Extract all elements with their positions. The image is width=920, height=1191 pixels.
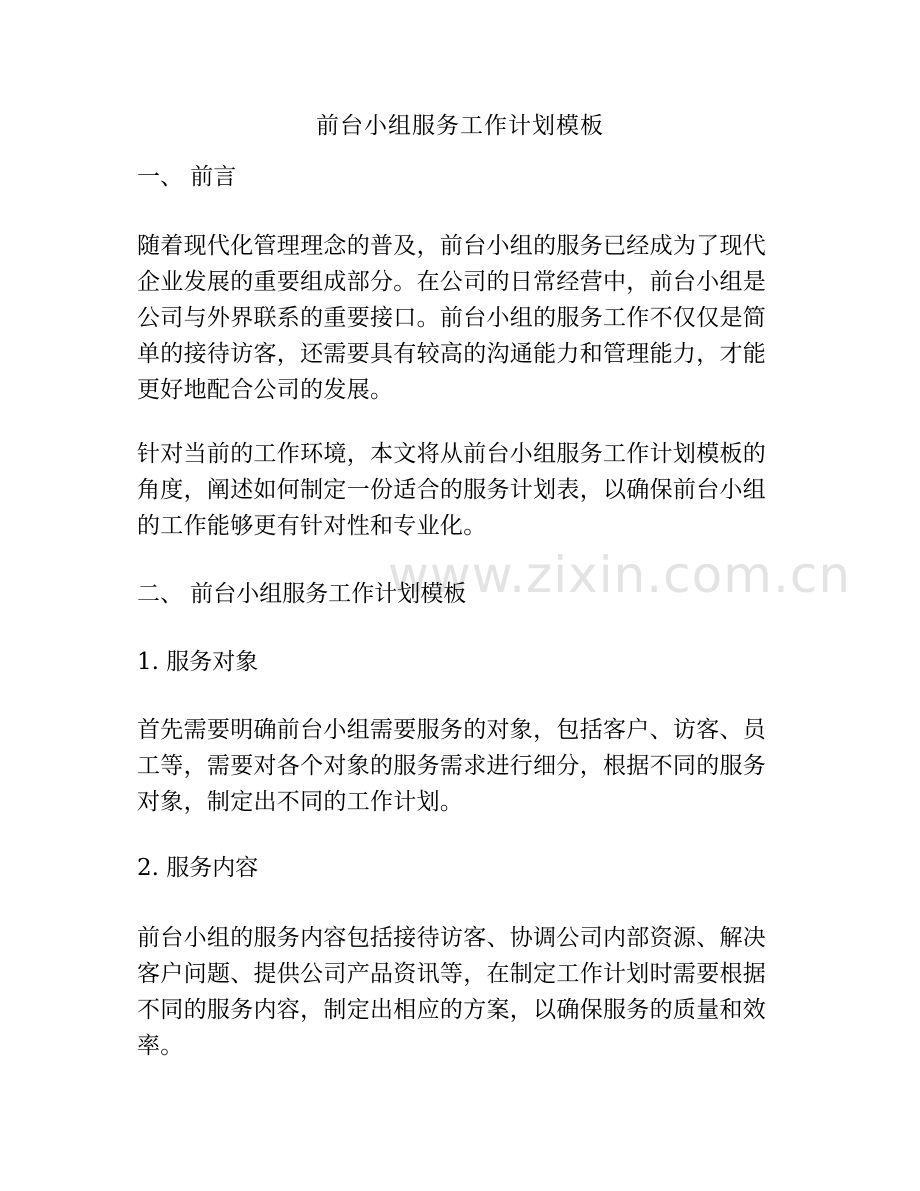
paragraph-service-content <box>137 920 787 1064</box>
watermark: www.zixin.com.cn <box>388 546 852 604</box>
paragraph-line: 针对当前的工作环境，本文将从前台小组服务工作计划模板的 <box>137 441 767 467</box>
paragraph-line: 的工作能够更有针对性和专业化。 <box>137 513 487 539</box>
paragraph-line: 前台小组的服务内容包括接待访客、协调公司内部资源、解决 <box>137 925 767 951</box>
paragraph-line: 随着现代化管理理念的普及，前台小组的服务已经成为了现代 <box>137 233 767 259</box>
paragraph-line: 不同的服务内容，制定出相应的方案，以确保服务的质量和效 <box>137 997 767 1023</box>
paragraph-line: 率。 <box>137 1033 184 1059</box>
paragraph-line: 对象，制定出不同的工作计划。 <box>137 789 464 815</box>
section-heading-preface: 一、 前言 <box>137 164 237 190</box>
paragraph-line: 单的接待访客，还需要具有较高的沟通能力和管理能力，才能 <box>137 341 767 367</box>
paragraph-service-objects <box>137 712 787 820</box>
paragraph-line: 企业发展的重要组成部分。在公司的日常经营中，前台小组是 <box>137 269 767 295</box>
subheading-service-objects: 1. 服务对象 <box>137 649 259 675</box>
section-heading-template: 二、 前台小组服务工作计划模板 <box>137 581 467 607</box>
page-title: 前台小组服务工作计划模板 <box>316 113 604 139</box>
paragraph-preface-1 <box>137 228 787 408</box>
paragraph-line: 首先需要明确前台小组需要服务的对象，包括客户、访客、员 <box>137 717 767 743</box>
paragraph-line: 公司与外界联系的重要接口。前台小组的服务工作不仅仅是简 <box>137 305 767 331</box>
paragraph-preface-2 <box>137 436 787 544</box>
subheading-service-content: 2. 服务内容 <box>137 855 259 881</box>
paragraph-line: 角度，阐述如何制定一份适合的服务计划表，以确保前台小组 <box>137 477 767 503</box>
paragraph-line: 工等，需要对各个对象的服务需求进行细分，根据不同的服务 <box>137 753 767 779</box>
paragraph-line: 客户问题、提供公司产品资讯等，在制定工作计划时需要根据 <box>137 961 767 987</box>
paragraph-line: 更好地配合公司的发展。 <box>137 377 394 403</box>
